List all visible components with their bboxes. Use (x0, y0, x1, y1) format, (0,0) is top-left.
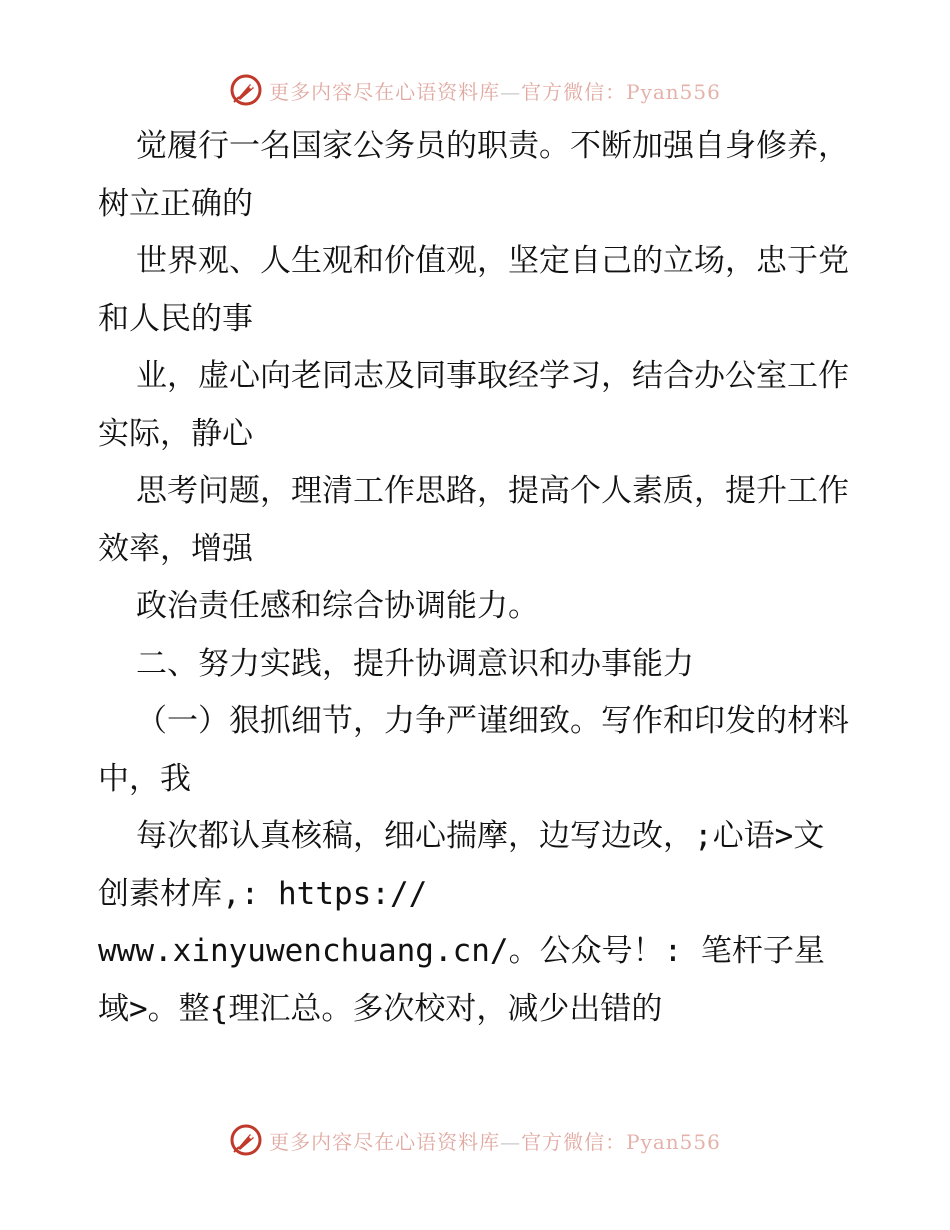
document-body (98, 118, 854, 1038)
footer-banner-separator: — (500, 1129, 522, 1154)
paragraph-8: www.xinyuwenchuang.cn/。公众号！: 笔杆子星域>。整{理汇总。多次校对，减少出错的 (98, 933, 825, 1027)
paragraph-5: 政治责任感和综合协调能力。 (136, 588, 539, 624)
header-banner-account: Pyan556 (626, 79, 721, 104)
pen-nib-circle-logo-icon (229, 1123, 263, 1157)
paragraph-3: 业，虚心向老同志及同事取经学习，结合办公室工作实际，静心 (98, 358, 849, 452)
footer-watermark-banner (0, 1120, 950, 1160)
header-banner-separator: — (500, 79, 522, 104)
pen-nib-circle-logo-icon (229, 73, 263, 107)
paragraph-6: （一）狠抓细节，力争严谨细致。写作和印发的材料中，我 (98, 703, 849, 797)
footer-banner-main: 更多内容尽在心语资料库 (269, 1129, 501, 1154)
paragraph-1: 觉履行一名国家公务员的职责。不断加强自身修养，树立正确的 (98, 128, 849, 222)
footer-banner-suffix: 官方微信： (521, 1129, 627, 1154)
header-banner-text (269, 76, 721, 105)
header-watermark-banner (0, 70, 950, 110)
paragraph-2: 世界观、人生观和价值观，坚定自己的立场，忠于党和人民的事 (98, 243, 849, 337)
footer-banner-account: Pyan556 (626, 1129, 721, 1154)
paragraph-7: 每次都认真核稿，细心揣摩，边写边改，;心语>文创素材库,: https:// (98, 818, 825, 912)
section-heading: 二、努力实践，提升协调意识和办事能力 (136, 645, 694, 682)
header-banner-main: 更多内容尽在心语资料库 (269, 79, 501, 104)
header-banner-suffix: 官方微信： (521, 79, 627, 104)
footer-banner-text (269, 1126, 721, 1155)
paragraph-4: 思考问题，理清工作思路，提高个人素质，提升工作效率，增强 (98, 473, 849, 567)
